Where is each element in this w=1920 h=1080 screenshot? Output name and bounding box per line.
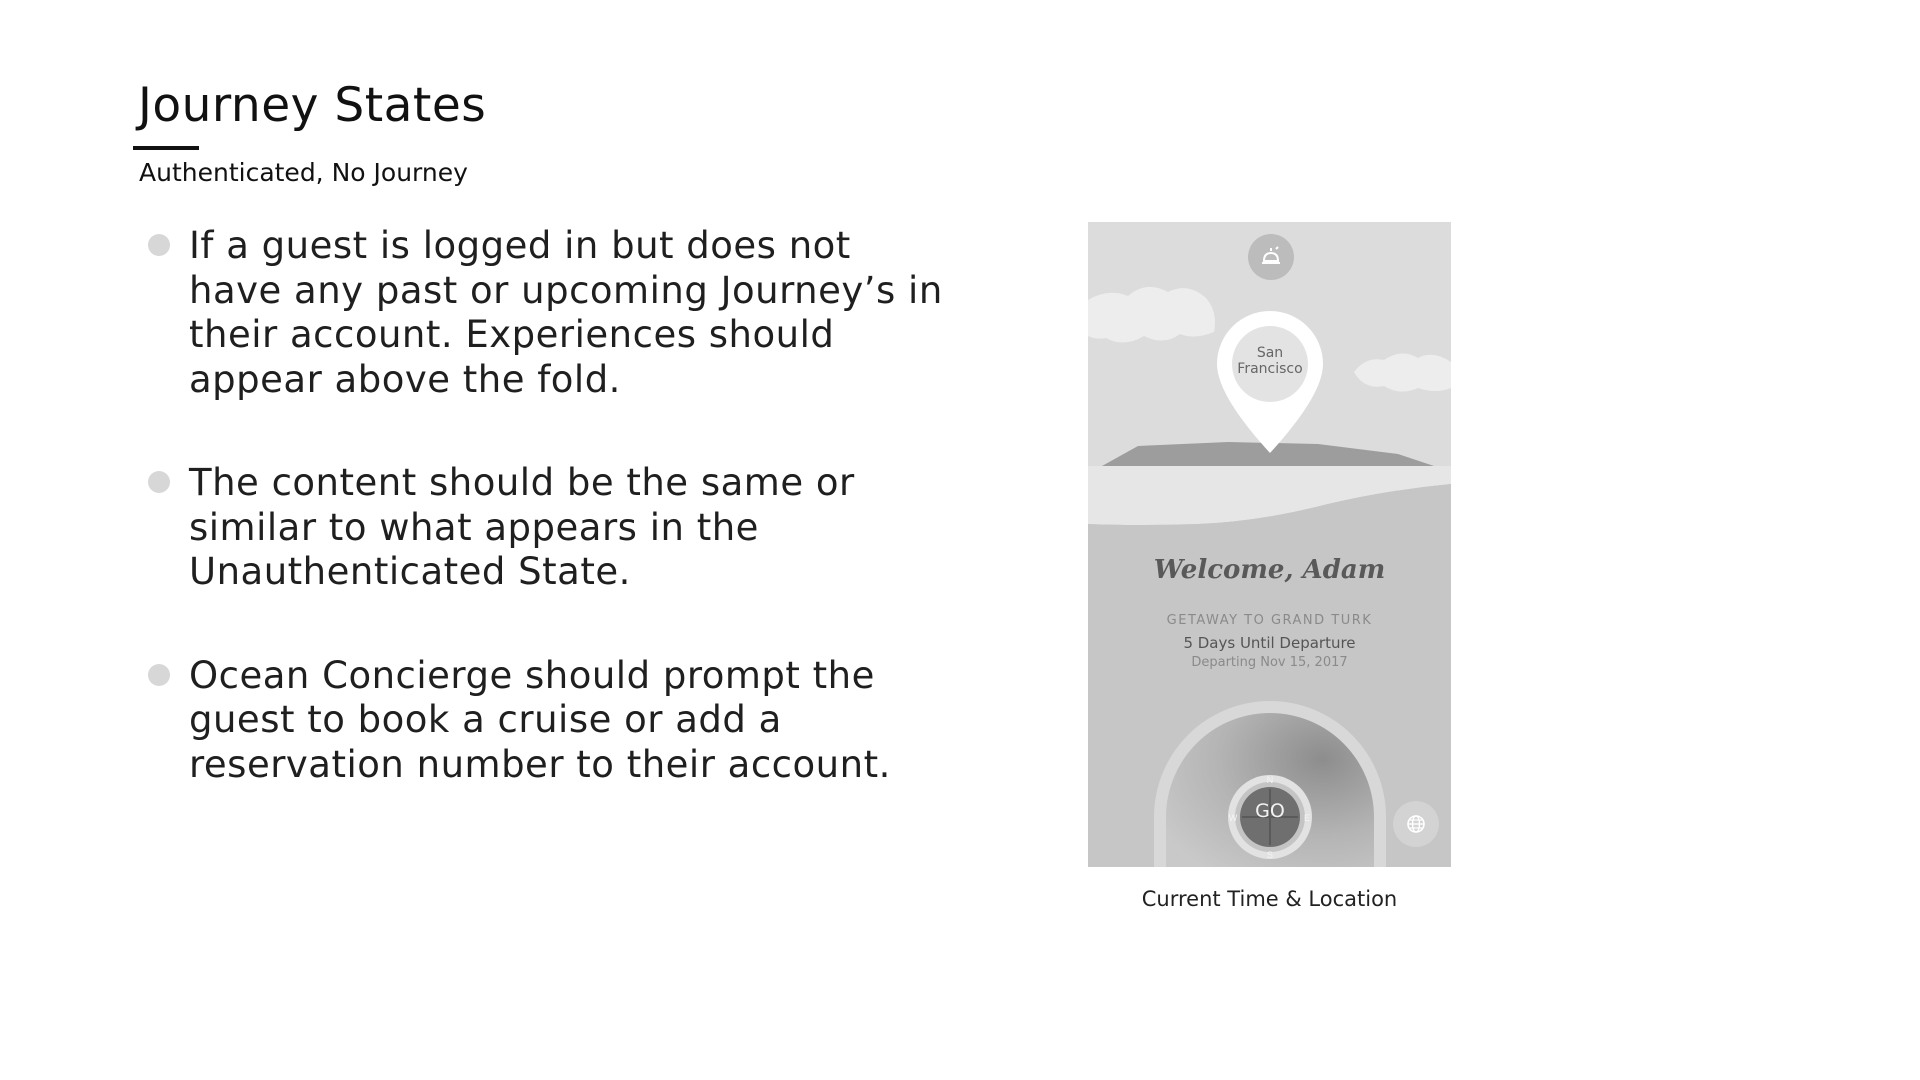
location-pin-icon (1213, 307, 1327, 457)
compass-icon[interactable] (1154, 697, 1386, 867)
compass-e-label: E (1303, 813, 1311, 823)
bullet-text: If a guest is logged in but does not have any past or upcoming Journey’s in their account. Experiences should appear above the fold. (189, 224, 943, 401)
mockup-caption: Current Time & Location (1141, 887, 1398, 911)
phone-mockup (1088, 222, 1451, 867)
title-underline (133, 146, 199, 150)
bullet-dot-icon (148, 234, 170, 256)
alarm-icon (1259, 245, 1283, 269)
bullet-list (148, 224, 948, 787)
bullet-text: Ocean Concierge should prompt the guest to book a cruise or add a reservation number to their account. (189, 653, 891, 786)
alarm-button[interactable] (1248, 234, 1294, 280)
compass-w-label: W (1228, 813, 1238, 823)
bullet-item (148, 654, 948, 788)
departure-countdown: 5 Days Until Departure (1183, 634, 1356, 652)
trip-name: GETAWAY TO GRAND TURK (1166, 613, 1373, 628)
departure-date: Departing Nov 15, 2017 (1191, 655, 1348, 670)
compass-s-label: S (1266, 850, 1274, 860)
globe-icon (1405, 813, 1427, 835)
compass-n-label: N (1266, 775, 1274, 785)
go-button[interactable]: GO (1255, 800, 1285, 822)
bullet-text: The content should be the same or similar to what appears in the Unauthenticated State. (189, 461, 855, 593)
bullet-dot-icon (148, 664, 170, 686)
bullet-item (148, 224, 948, 402)
welcome-heading: Welcome, Adam (1153, 555, 1386, 585)
bullet-item (148, 461, 948, 595)
globe-button[interactable] (1393, 801, 1439, 847)
slide-subtitle: Authenticated, No Journey (139, 158, 468, 187)
location-pin-label: San Francisco (1237, 345, 1303, 377)
slide-title: Journey States (138, 78, 487, 133)
bullet-dot-icon (148, 471, 170, 493)
